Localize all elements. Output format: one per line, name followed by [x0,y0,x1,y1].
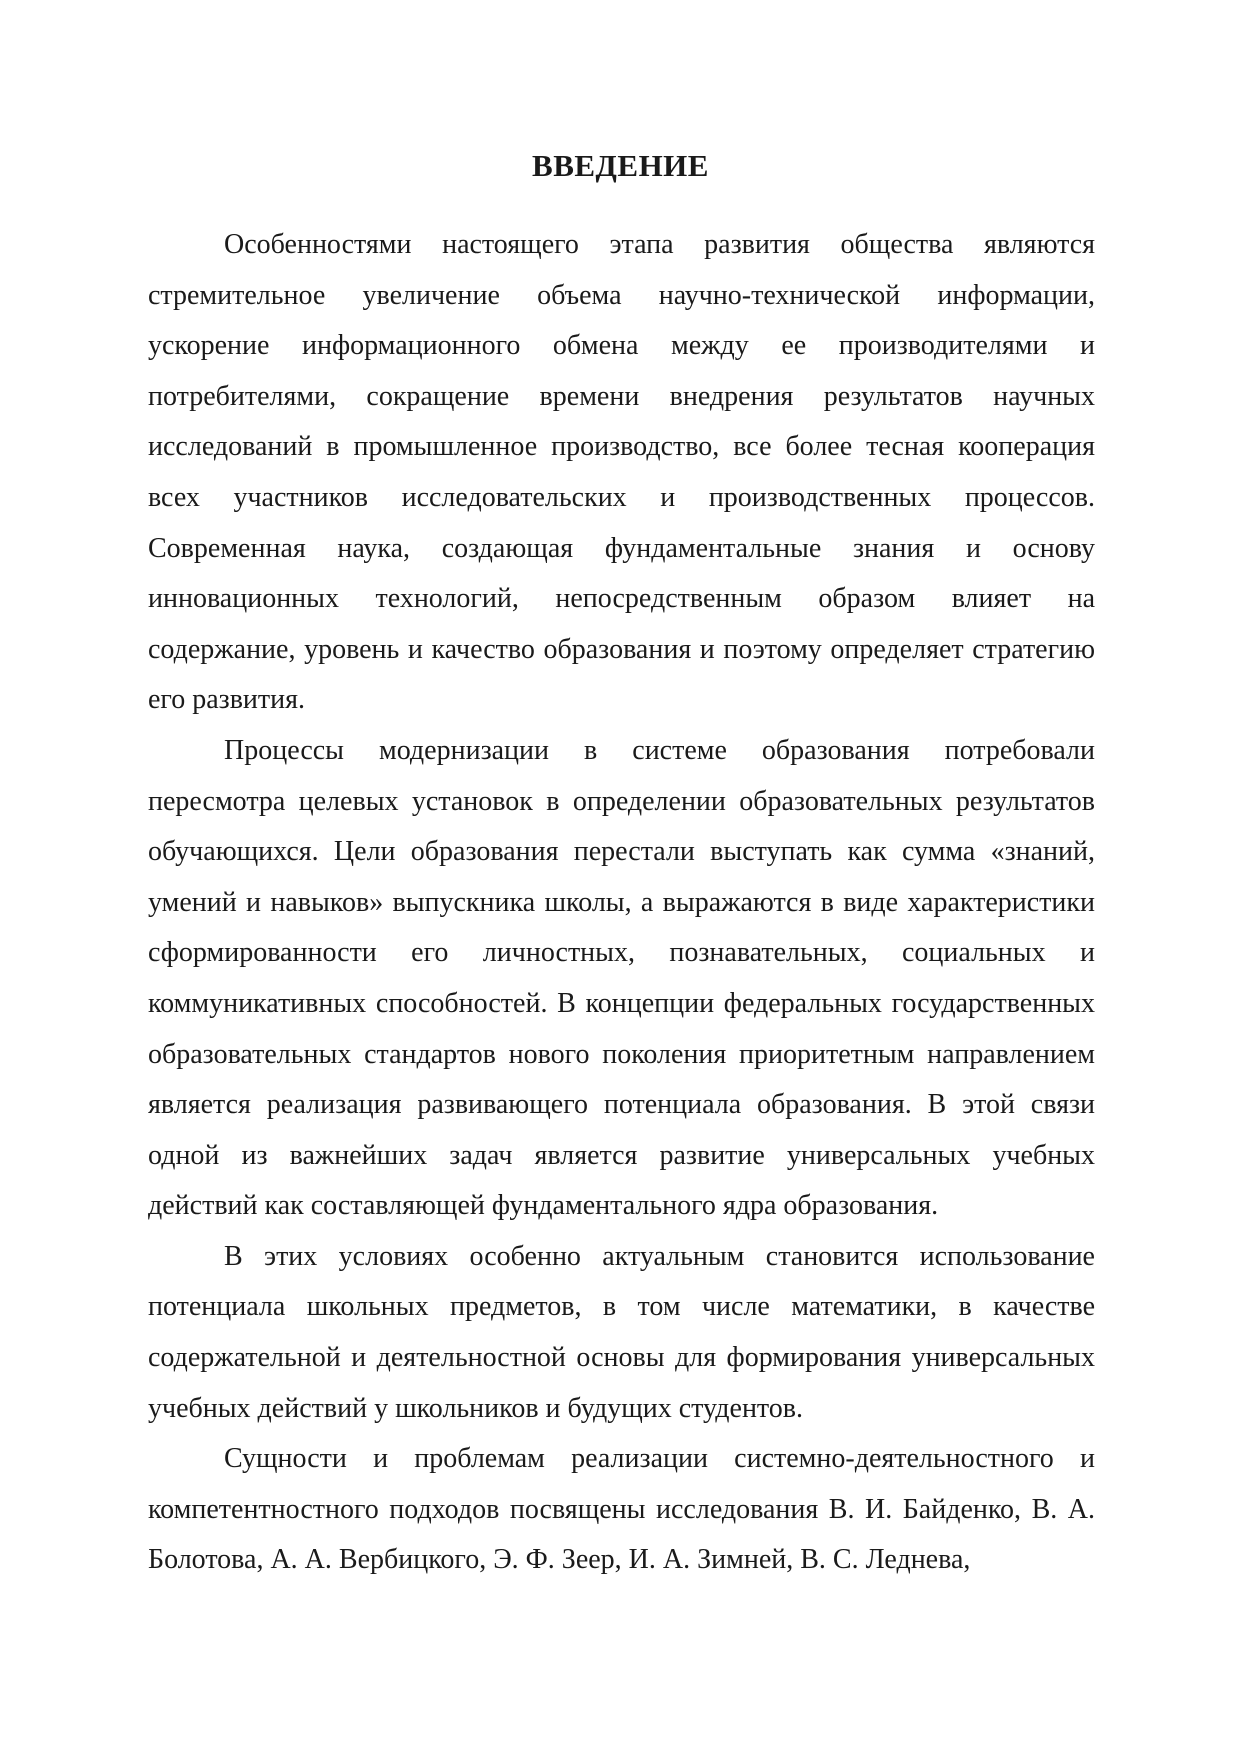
document-body [148,220,1095,1586]
paragraph-3: В этих условиях особенно актуальным становится использование потенциала школьных предметов, в том числе математики, в качестве содержательной и деятельностной основы для формирования универсальных учебных действий у школьников и будущих студентов. [148,1240,1095,1424]
paragraph-1: Особенностями настоящего этапа развития общества являются стремительное увеличение объема научно-технической информации, ускорение информационного обмена между ее производителями и потребителями, сокращение времени внедрения результатов научных исследований в промышленное производство, все более тесная кооперация всех участников исследовательских и производственных процессов. Современная наука, создающая фундаментальные знания и основу инновационных технологий, непосредственным образом влияет на содержание, уровень и качество образования и поэтому определяет стратегию его развития. [148,229,1095,716]
paragraph-2: Процессы модернизации в системе образования потребовали пересмотра целевых установок в определении образовательных результатов обучающихся. Цели образования перестали выступать как сумма «знаний, умений и навыков» выпускника школы, а выражаются в виде характеристики сформированности его личностных, познавательных, социальных и коммуникативных способностей. В концепции федеральных государственных образовательных стандартов нового поколения приоритетным направлением является реализация развивающего потенциала образования. В этой связи одной из важнейших задач является развитие универсальных учебных действий как составляющей фундаментального ядра образования. [148,734,1095,1222]
page-title: ВВЕДЕНИЕ [532,148,709,183]
paragraph-4: Сущности и проблемам реализации системно-деятельностного и компетентностного подходов посвящены исследования В. И. Байденко, В. А. Болотова, А. А. Вербицкого, Э. Ф. Зеер, И. А. Зимней, В. С. Леднева, [148,1443,1095,1576]
